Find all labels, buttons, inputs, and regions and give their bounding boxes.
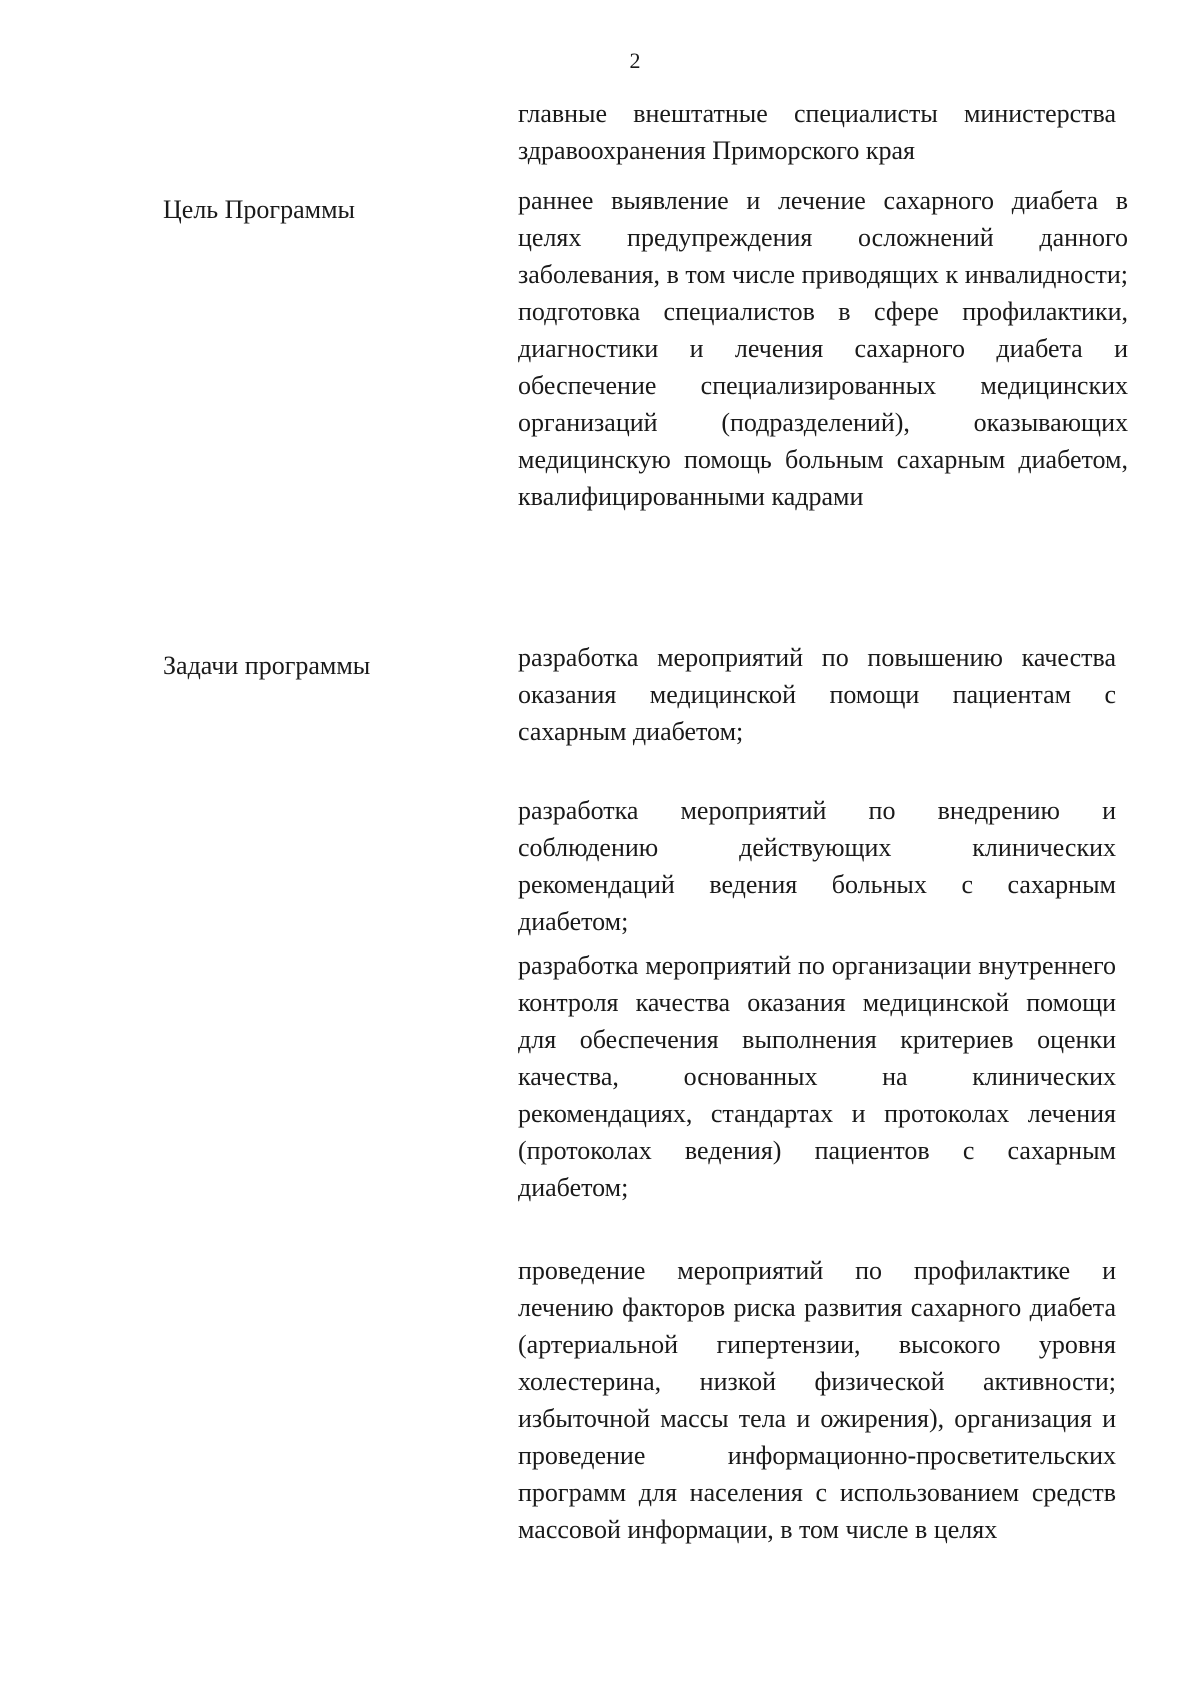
page-number: 2: [629, 48, 641, 73]
task-item-2: разработка мероприятий по внедрению и соблюдению действующих клинических рекомендаций ведения больных с сахарным диабетом;: [518, 796, 1116, 936]
task-item-1: разработка мероприятий по повышению качества оказания медицинской помощи пациентам с сахарным диабетом;: [518, 643, 1116, 746]
tasks-label: Задачи программы: [163, 651, 371, 680]
task-item-4: проведение мероприятий по профилактике и лечению факторов риска развития сахарного диабета (артериальной гипертензии, высокого уровня холестерина, низкой физической активности; избыточной массы тела и ожирения), организация и проведение информационно-просветительских программ для населения с использованием средств массовой информации, в том числе в целях: [518, 1256, 1116, 1544]
continuation-text: главные внештатные специалисты министерства здравоохранения Приморского края: [518, 99, 1116, 165]
goal-label: Цель Программы: [163, 195, 356, 224]
task-item-3: разработка мероприятий по организации внутреннего контроля качества оказания медицинской помощи для обеспечения выполнения критериев оценки качества, основанных на клинических рекомендациях, стандартах и протоколах лечения (протоколах ведения) пациентов с сахарным диабетом;: [518, 951, 1116, 1202]
goal-text: раннее выявление и лечение сахарного диабета в целях предупреждения осложнений данного заболевания, в том числе приводящих к инвалидности; подготовка специалистов в сфере профилактики, диагностики и лечения сахарного диабета и обеспечение специализированных медицинских организаций (подразделений), оказывающих медицинскую помощь больным сахарным диабетом, квалифицированными кадрами: [518, 186, 1128, 511]
